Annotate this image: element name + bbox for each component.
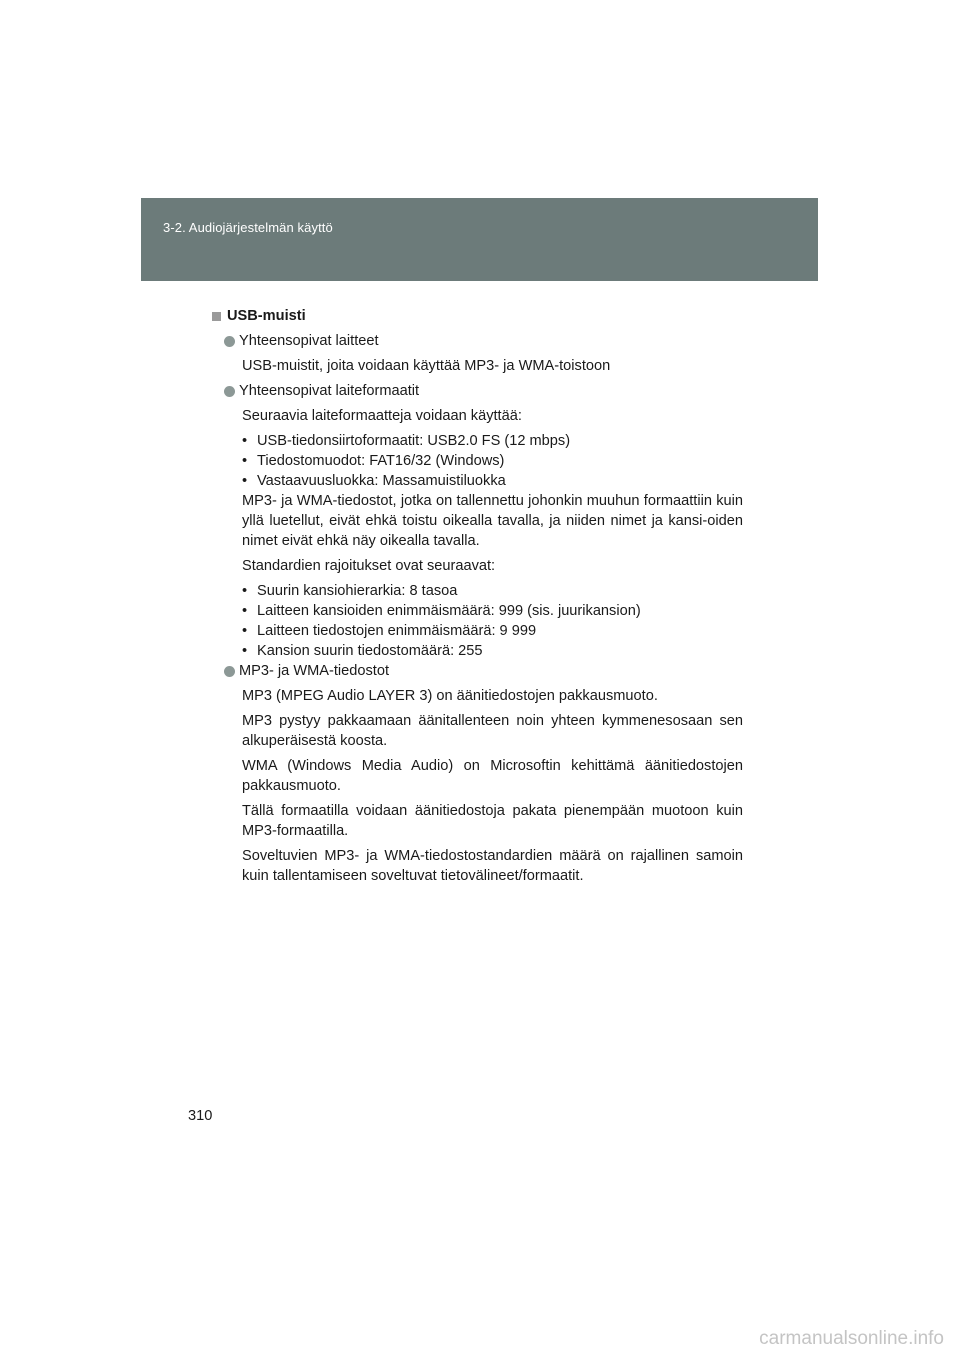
item-title-text: Yhteensopivat laitteet bbox=[239, 333, 379, 349]
item-title-text: Yhteensopivat laiteformaatit bbox=[239, 383, 420, 399]
paragraph: MP3 pystyy pakkaamaan äänitallenteen noin yhteen kymmenesosaan sen alkuperäisestä koosta. bbox=[242, 713, 743, 749]
paragraph: MP3 (MPEG Audio LAYER 3) on äänitiedostojen pakkausmuoto. bbox=[242, 688, 658, 704]
circle-bullet-icon bbox=[224, 336, 235, 347]
circle-bullet-icon bbox=[224, 386, 235, 397]
chapter-header-band bbox=[141, 198, 818, 281]
item-title-text: MP3- ja WMA-tiedostot bbox=[239, 663, 390, 679]
item-text: USB-muistit, joita voidaan käyttää MP3- ja WMA-toistoon bbox=[242, 358, 611, 374]
list-item: • Suurin kansiohierarkia: 8 tasoa bbox=[242, 581, 743, 601]
list-item: • Tiedostomuodot: FAT16/32 (Windows) bbox=[242, 451, 743, 471]
list-item: • Laitteen kansioiden enimmäismäärä: 999 (sis. juurikansion) bbox=[242, 601, 743, 621]
item-title bbox=[224, 661, 743, 681]
limits-intro: Standardien rajoitukset ovat seuraavat: bbox=[242, 558, 496, 574]
item-mp3-wma-files bbox=[224, 661, 743, 886]
item-intro: Seuraavia laiteformaatteja voidaan käyttää: bbox=[242, 408, 522, 424]
page-number: 310 bbox=[188, 1108, 213, 1124]
list-item: • Laitteen tiedostojen enimmäismäärä: 9 999 bbox=[242, 621, 743, 641]
watermark: carmanualsonline.info bbox=[759, 1328, 944, 1349]
section-heading-text: USB-muisti bbox=[227, 308, 306, 324]
item-compatible-devices bbox=[224, 331, 743, 376]
item-title bbox=[224, 331, 743, 351]
item-title bbox=[224, 381, 743, 401]
list-item: • USB-tiedonsiirtoformaatit: USB2.0 FS (12 mbps) bbox=[242, 431, 743, 451]
list-item: • Vastaavuusluokka: Massamuistiluokka bbox=[242, 471, 743, 491]
section-heading bbox=[212, 306, 743, 326]
list-item: • Kansion suurin tiedostomäärä: 255 bbox=[242, 641, 743, 661]
item-note: MP3- ja WMA-tiedostot, jotka on tallennettu johonkin muuhun formaattiin kuin yllä luetellut, eivät ehkä toistu oikealla tavalla, ja niiden nimet ja kansi-oiden nimet eivät ehkä näy oikealla tavalla. bbox=[242, 493, 743, 549]
page-content bbox=[212, 306, 743, 886]
square-bullet-icon bbox=[212, 312, 221, 321]
paragraph: WMA (Windows Media Audio) on Microsoftin kehittämä äänitiedostojen pakkausmuoto. bbox=[242, 758, 743, 794]
limits-list bbox=[242, 581, 743, 661]
paragraph: Tällä formaatilla voidaan äänitiedostoja pakata pienempään muotoon kuin MP3-formaatilla. bbox=[242, 803, 743, 839]
circle-bullet-icon bbox=[224, 666, 235, 677]
item-compatible-formats bbox=[224, 381, 743, 661]
format-list bbox=[242, 431, 743, 491]
section-label: 3-2. Audiojärjestelmän käyttö bbox=[163, 220, 333, 235]
paragraph: Soveltuvien MP3- ja WMA-tiedostostandardien määrä on rajallinen samoin kuin tallentamiseen soveltuvat tietovälineet/formaatit. bbox=[242, 848, 743, 884]
